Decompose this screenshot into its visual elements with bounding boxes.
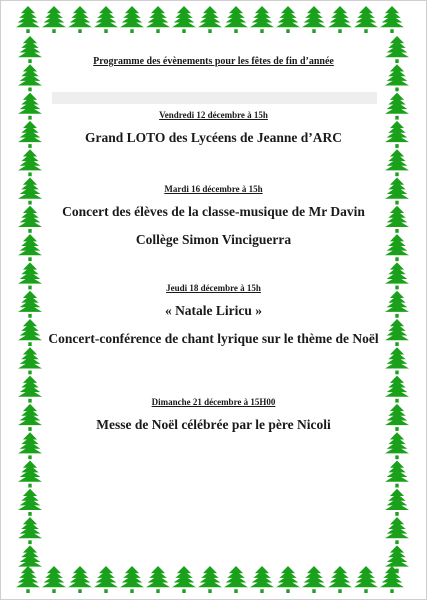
event-subtitle: Collège Simon Vinciguerra [135, 232, 292, 247]
event-subtitle: Concert-conférence de chant lyrique sur le thème de Noël [48, 331, 379, 346]
event-date: Dimanche 21 décembre à 15H00 [151, 397, 276, 407]
event-messe [46, 396, 381, 434]
event-title: « Natale Liricu » [164, 303, 263, 318]
event-date: Vendredi 12 décembre à 15h [159, 110, 268, 120]
event-date: Mardi 16 décembre à 15h [164, 184, 263, 194]
event-loto [46, 109, 381, 147]
event-natale-liricu [46, 282, 381, 348]
shaded-separator [52, 92, 377, 104]
event-title: Messe de Noël célébrée par le père Nicoli [96, 417, 331, 432]
event-concert [46, 183, 381, 249]
program-title: Programme des évènements pour les fêtes de fin d’année [93, 56, 334, 67]
event-title: Concert des élèves de la classe-musique de Mr Davin [62, 204, 365, 219]
event-date: Jeudi 18 décembre à 15h [166, 283, 261, 293]
event-title: Grand LOTO des Lycéens de Jeanne d’ARC [84, 130, 343, 145]
